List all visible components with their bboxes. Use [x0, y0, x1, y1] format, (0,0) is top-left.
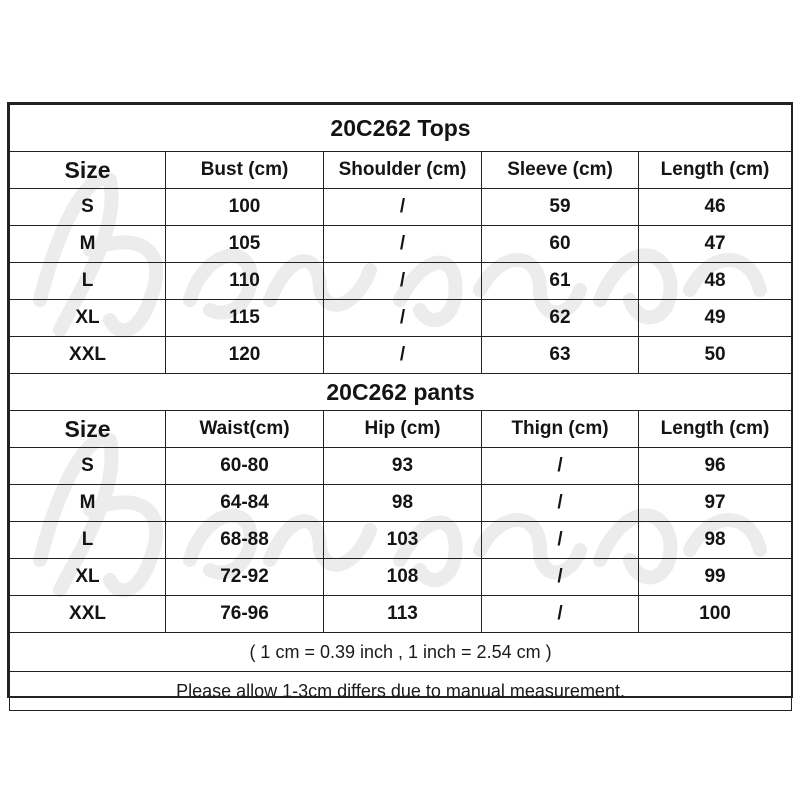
tops-cell-shoulder: /	[324, 337, 482, 374]
tops-cell-length: 49	[639, 300, 792, 337]
table-row	[10, 300, 792, 337]
conversion-note: ( 1 cm = 0.39 inch , 1 inch = 2.54 cm )	[10, 633, 792, 672]
table-row	[10, 337, 792, 374]
tops-cell-sleeve: 62	[482, 300, 639, 337]
pants-cell-waist: 64-84	[166, 485, 324, 522]
pants-header-waist: Waist(cm)	[166, 411, 324, 448]
pants-cell-waist: 72-92	[166, 559, 324, 596]
pants-cell-hip: 113	[324, 596, 482, 633]
pants-cell-length: 99	[639, 559, 792, 596]
size-chart	[7, 102, 793, 701]
tops-cell-size: M	[10, 226, 166, 263]
pants-cell-thigh: /	[482, 485, 639, 522]
tops-cell-length: 46	[639, 189, 792, 226]
tops-cell-sleeve: 63	[482, 337, 639, 374]
pants-cell-size: S	[10, 448, 166, 485]
pants-cell-hip: 103	[324, 522, 482, 559]
pants-title: 20C262 pants	[10, 374, 792, 411]
table-row	[10, 559, 792, 596]
tops-cell-shoulder: /	[324, 263, 482, 300]
tops-cell-shoulder: /	[324, 226, 482, 263]
pants-cell-hip: 93	[324, 448, 482, 485]
tops-cell-bust: 105	[166, 226, 324, 263]
tops-cell-shoulder: /	[324, 300, 482, 337]
tops-cell-bust: 115	[166, 300, 324, 337]
pants-cell-size: M	[10, 485, 166, 522]
pants-cell-thigh: /	[482, 448, 639, 485]
measurement-disclaimer: Please allow 1-3cm differs due to manual measurement.	[10, 672, 792, 711]
tops-cell-shoulder: /	[324, 189, 482, 226]
table-row	[10, 522, 792, 559]
pants-cell-waist: 76-96	[166, 596, 324, 633]
pants-cell-length: 96	[639, 448, 792, 485]
table-row	[10, 189, 792, 226]
tops-cell-bust: 100	[166, 189, 324, 226]
pants-cell-hip: 98	[324, 485, 482, 522]
tops-cell-sleeve: 61	[482, 263, 639, 300]
pants-cell-waist: 68-88	[166, 522, 324, 559]
table-row	[10, 485, 792, 522]
pants-cell-hip: 108	[324, 559, 482, 596]
pants-cell-thigh: /	[482, 559, 639, 596]
tops-cell-size: XXL	[10, 337, 166, 374]
size-chart-table	[9, 104, 792, 711]
tops-cell-size: XL	[10, 300, 166, 337]
tops-header-bust: Bust (cm)	[166, 152, 324, 189]
pants-cell-length: 98	[639, 522, 792, 559]
tops-cell-sleeve: 60	[482, 226, 639, 263]
pants-cell-length: 100	[639, 596, 792, 633]
pants-header-length: Length (cm)	[639, 411, 792, 448]
table-row	[10, 263, 792, 300]
pants-cell-size: XL	[10, 559, 166, 596]
table-row	[10, 596, 792, 633]
tops-cell-length: 47	[639, 226, 792, 263]
pants-cell-thigh: /	[482, 522, 639, 559]
pants-cell-size: L	[10, 522, 166, 559]
pants-header-hip: Hip (cm)	[324, 411, 482, 448]
tops-cell-length: 48	[639, 263, 792, 300]
tops-title: 20C262 Tops	[10, 105, 792, 152]
tops-cell-sleeve: 59	[482, 189, 639, 226]
pants-cell-size: XXL	[10, 596, 166, 633]
pants-cell-waist: 60-80	[166, 448, 324, 485]
table-row	[10, 448, 792, 485]
tops-cell-size: L	[10, 263, 166, 300]
tops-cell-bust: 110	[166, 263, 324, 300]
pants-cell-length: 97	[639, 485, 792, 522]
tops-cell-length: 50	[639, 337, 792, 374]
tops-header-sleeve: Sleeve (cm)	[482, 152, 639, 189]
tops-cell-bust: 120	[166, 337, 324, 374]
tops-cell-size: S	[10, 189, 166, 226]
pants-cell-thigh: /	[482, 596, 639, 633]
pants-header-size: Size	[10, 411, 166, 448]
table-row	[10, 226, 792, 263]
tops-header-length: Length (cm)	[639, 152, 792, 189]
pants-header-thigh: Thign (cm)	[482, 411, 639, 448]
tops-header-size: Size	[10, 152, 166, 189]
tops-header-shoulder: Shoulder (cm)	[324, 152, 482, 189]
